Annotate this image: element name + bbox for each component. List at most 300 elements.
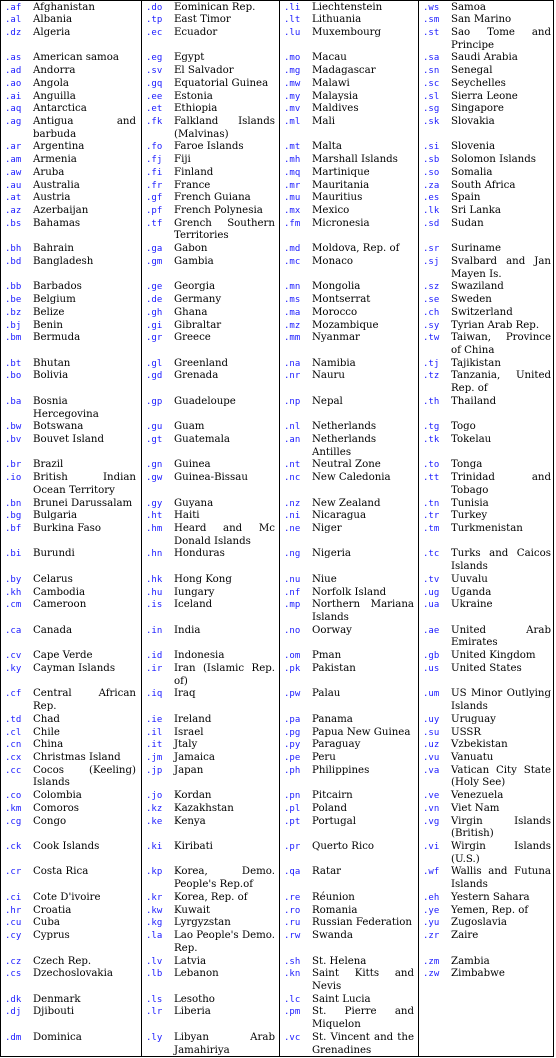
- country-code: .lv: [146, 956, 163, 967]
- country-code: .td: [5, 714, 22, 725]
- country-name: Cyprus: [33, 930, 70, 942]
- country-code: .mu: [284, 193, 301, 204]
- country-code: .ag: [5, 116, 22, 127]
- country-name: Guinea-Bissau: [174, 472, 248, 484]
- country-code: .la: [146, 931, 163, 942]
- country-name: Nigeria: [312, 548, 351, 560]
- country-code: .cl: [5, 727, 22, 738]
- country-name: Nyanmar: [312, 332, 360, 344]
- country-code: .nl: [284, 422, 301, 433]
- country-code: .zm: [423, 956, 440, 967]
- country-name: Equatorial Guinea: [174, 77, 269, 89]
- country-name: Mongolia: [312, 281, 361, 293]
- country-name: Romania: [312, 904, 358, 916]
- country-code: .tp: [146, 15, 163, 26]
- country-code: .nt: [284, 460, 301, 471]
- country-code: .sh: [284, 956, 301, 967]
- country-name: Ethiopia: [174, 103, 218, 115]
- country-code: .tc: [423, 549, 440, 560]
- country-code: .gy: [146, 498, 163, 509]
- country-code: .ne: [284, 524, 301, 535]
- country-name: Ecuador: [174, 26, 218, 38]
- country-name: Burundi: [33, 548, 75, 560]
- country-code: .sz: [423, 282, 440, 293]
- country-name: Iungary: [174, 586, 215, 598]
- country-name: Norfolk Island: [312, 586, 387, 598]
- country-code: .aq: [5, 104, 22, 115]
- country-code: .pk: [284, 663, 301, 674]
- country-name: Moldova, Rep. of: [312, 243, 400, 255]
- country-name: Réunion: [312, 891, 355, 903]
- country-name: Haiti: [174, 510, 200, 522]
- country-code: .pl: [284, 803, 301, 814]
- country-name: Greece: [174, 332, 211, 344]
- country-code: .uy: [423, 714, 440, 725]
- country-code: .tv: [423, 574, 440, 585]
- country-name: Zugoslavia: [451, 917, 507, 929]
- country-name: Antigua and barbuda: [33, 115, 136, 140]
- country-code: .ky: [5, 663, 22, 674]
- country-name: Taiwan, Province of China: [451, 332, 551, 356]
- country-name: East Timor: [174, 14, 231, 26]
- country-name: Bouvet Island: [33, 433, 104, 445]
- country-code: .bv: [5, 434, 22, 445]
- country-code: .to: [423, 460, 440, 471]
- country-name: Kordan: [174, 790, 212, 802]
- country-name: Madagascar: [312, 65, 376, 77]
- country-name: Malta: [312, 141, 342, 153]
- country-name: Cocos (Keeling) Islands: [33, 764, 136, 789]
- country-name: Zambia: [451, 955, 490, 967]
- country-code: .pm: [284, 1007, 301, 1018]
- country-name: Cambodia: [33, 586, 86, 598]
- country-name: Nepal: [312, 395, 343, 407]
- country-code: .pg: [284, 727, 301, 738]
- country-code: .vu: [423, 752, 440, 763]
- country-name: Costa Rica: [33, 866, 89, 878]
- country-code: .lk: [423, 206, 440, 217]
- country-code: .gu: [146, 422, 163, 433]
- country-name: Libyan Arab Jamahiriya: [174, 1031, 275, 1056]
- country-name: Kazakhstan: [174, 802, 234, 814]
- country-code: .fi: [146, 167, 163, 178]
- country-name: Zaire: [451, 930, 479, 942]
- country-code: .bh: [5, 244, 22, 255]
- country-name: Uganda: [451, 586, 492, 598]
- country-code: .bz: [5, 307, 22, 318]
- country-name: Seychelles: [451, 77, 506, 89]
- country-name: Iceland: [174, 599, 213, 611]
- country-name: Sierra Leone: [451, 90, 518, 102]
- country-name: Korea, Rep. of: [174, 891, 248, 903]
- country-code: .tw: [423, 333, 440, 344]
- country-name: Martinique: [312, 166, 370, 178]
- country-code: .br: [5, 460, 22, 471]
- country-code: .st: [423, 27, 440, 38]
- country-code: .io: [5, 473, 22, 484]
- country-name: Cook Islands: [33, 841, 100, 853]
- country-name: Algeria: [33, 26, 71, 38]
- country-code: .cy: [5, 931, 22, 942]
- country-code: .zr: [423, 931, 440, 942]
- country-code: .ye: [423, 905, 440, 916]
- country-code: .hm: [146, 524, 163, 535]
- country-name: Gibraltar: [174, 319, 222, 331]
- country-name: Saint Kitts and Nevis: [312, 968, 414, 992]
- country-code: .sr: [423, 244, 440, 255]
- country-code: .om: [284, 651, 301, 662]
- country-code: .bi: [5, 549, 22, 560]
- country-name: Heard and Mc Donald Islands: [174, 523, 275, 547]
- country-code: .fk: [146, 116, 163, 127]
- country-name: Macau: [312, 52, 347, 64]
- country-name: Israel: [174, 726, 204, 738]
- country-name: Ukraine: [451, 599, 493, 611]
- country-name: Monaco: [312, 255, 354, 267]
- country-code: .ug: [423, 587, 440, 598]
- country-code: .ma: [284, 307, 301, 318]
- country-code: .gf: [146, 193, 163, 204]
- country-name: Armenia: [33, 154, 77, 166]
- country-name: Brunei Darussalam: [33, 497, 133, 509]
- country-name: Dzechoslovakia: [33, 968, 113, 980]
- country-code: .ni: [284, 511, 301, 522]
- country-code: .ls: [146, 994, 163, 1005]
- country-code: .pt: [284, 816, 301, 827]
- country-name: Mexico: [312, 205, 350, 217]
- country-name: Ghana: [174, 306, 208, 318]
- country-code: .ec: [146, 27, 163, 38]
- country-code: .ie: [146, 714, 163, 725]
- country-code: .va: [423, 765, 440, 776]
- country-name: Turkmenistan: [451, 523, 523, 535]
- country-code: .ki: [146, 842, 163, 853]
- country-code: .cz: [5, 956, 22, 967]
- country-name: Bahrain: [33, 243, 74, 255]
- country-code: .mh: [284, 155, 301, 166]
- country-code: .sl: [423, 91, 440, 102]
- country-code: .us: [423, 663, 440, 674]
- country-code: .bd: [5, 256, 22, 267]
- country-name: Austria: [33, 192, 71, 204]
- country-name: Zimbabwe: [451, 968, 505, 980]
- country-code: .ae: [423, 625, 440, 636]
- country-name: Peru: [312, 751, 336, 763]
- country-code: .kp: [146, 867, 163, 878]
- country-code: .et: [146, 104, 163, 115]
- table-column: [1, 1, 141, 1057]
- country-code: .su: [423, 727, 440, 738]
- country-code: .fo: [146, 142, 163, 153]
- country-code: .gh: [146, 307, 163, 318]
- country-code: .se: [423, 295, 440, 306]
- country-name: Afghanistan: [33, 1, 95, 13]
- country-name: Switzerland: [451, 306, 513, 318]
- country-code: .gn: [146, 460, 163, 471]
- country-code: .bm: [5, 333, 22, 344]
- country-name: Mauritius: [312, 192, 363, 204]
- country-code: .mr: [284, 180, 301, 191]
- country-code: .gw: [146, 473, 163, 484]
- country-name: Swanda: [312, 930, 353, 942]
- country-name: Senegal: [451, 65, 493, 77]
- country-code: .ru: [284, 918, 301, 929]
- country-code: .vi: [423, 842, 440, 853]
- country-name: Morocco: [312, 306, 358, 318]
- country-name: Mali: [312, 115, 336, 127]
- country-name: France: [174, 179, 211, 191]
- country-name: Christmas Island: [33, 751, 121, 763]
- country-code: .tn: [423, 498, 440, 509]
- country-code: .no: [284, 625, 301, 636]
- country-code: .ga: [146, 244, 163, 255]
- country-name: Andorra: [33, 65, 76, 77]
- country-name: United Kingdom: [451, 650, 536, 662]
- country-code: .ht: [146, 511, 163, 522]
- country-code: .kw: [146, 905, 163, 916]
- country-name: New Caledonia: [312, 472, 391, 484]
- country-code: .ml: [284, 116, 301, 127]
- country-name: Falkland Islands (Malvinas): [174, 115, 275, 140]
- country-code: .sa: [423, 53, 440, 64]
- country-name: Fiji: [174, 154, 191, 166]
- country-code: .hn: [146, 549, 163, 560]
- country-code: .dk: [5, 994, 22, 1005]
- country-name: Poland: [312, 802, 347, 814]
- country-code: .bo: [5, 371, 22, 382]
- country-code: .ng: [284, 549, 301, 560]
- country-code: .my: [284, 91, 301, 102]
- country-code: .am: [5, 155, 22, 166]
- country-name: Tokelau: [451, 433, 492, 445]
- country-name: Bosnia Hercegovina: [33, 395, 99, 420]
- country-code: .gb: [423, 651, 440, 662]
- country-code: .tj: [423, 358, 440, 369]
- country-code: .pr: [284, 842, 301, 853]
- country-name: Pakistan: [312, 662, 356, 674]
- country-code: .dj: [5, 1007, 22, 1018]
- country-name: Indonesia: [174, 650, 225, 662]
- country-name: Australia: [33, 179, 80, 191]
- country-name: Guinea: [174, 459, 211, 471]
- country-name: Finland: [174, 166, 214, 178]
- country-code: .tr: [423, 511, 440, 522]
- country-code: .mt: [284, 142, 301, 153]
- country-name: Barbados: [33, 281, 82, 293]
- country-name: Tunisia: [451, 497, 489, 509]
- country-name: Benin: [33, 319, 63, 331]
- country-code: .re: [284, 892, 301, 903]
- country-name: Namibia: [312, 357, 356, 369]
- country-name: Bangladesh: [33, 255, 94, 267]
- country-name: Portugal: [312, 815, 356, 827]
- country-code: .gp: [146, 396, 163, 407]
- country-name: Grench Southern Territories: [174, 217, 275, 242]
- country-code: .do: [146, 2, 163, 13]
- country-code: .fr: [146, 180, 163, 191]
- country-name: Liberia: [174, 1006, 211, 1018]
- country-name: Tonga: [451, 459, 483, 471]
- country-code: .it: [146, 740, 163, 751]
- country-name: Netherlands: [312, 421, 377, 433]
- country-name: Guyana: [174, 497, 214, 509]
- country-name: Slovakia: [451, 115, 495, 127]
- country-code: .gm: [146, 256, 163, 267]
- country-name: United Arab Emirates: [451, 624, 551, 649]
- country-code: .km: [5, 803, 22, 814]
- country-name: Northern Mariana Islands: [312, 599, 414, 624]
- country-code: .jo: [146, 791, 163, 802]
- country-name: Oorway: [312, 624, 352, 636]
- country-code: .bs: [5, 218, 22, 229]
- country-name: Wirgin Islands (U.S.): [451, 841, 551, 865]
- country-code: .tm: [423, 524, 440, 535]
- country-code: .tk: [423, 434, 440, 445]
- country-name: Muxembourg: [312, 26, 382, 38]
- country-code: .ua: [423, 600, 440, 611]
- country-code: .eh: [423, 892, 440, 903]
- country-code: .pe: [284, 752, 301, 763]
- country-name: Georgia: [174, 281, 216, 293]
- country-code: .li: [284, 2, 301, 13]
- country-name: Russian Federation: [312, 917, 412, 929]
- country-name: India: [174, 624, 201, 636]
- country-code: .hr: [5, 905, 22, 916]
- country-name: St. Pierre and Miquelon: [312, 1006, 414, 1031]
- country-code: .kr: [146, 892, 163, 903]
- country-name: Guatemala: [174, 433, 230, 445]
- country-name: Central African Rep.: [33, 688, 136, 713]
- country-name: Vzbekistan: [451, 739, 508, 751]
- country-name: St. Helena: [312, 955, 367, 967]
- country-code: .ca: [5, 625, 22, 636]
- country-name: Celarus: [33, 573, 73, 585]
- country-name: Swaziland: [451, 281, 504, 293]
- country-code: .sy: [423, 320, 440, 331]
- country-name: Suriname: [451, 243, 501, 255]
- country-name: Uruguay: [451, 713, 496, 725]
- country-code: .lc: [284, 994, 301, 1005]
- table-column: [141, 1, 280, 1057]
- country-code: .sb: [423, 155, 440, 166]
- country-name: Belize: [33, 306, 65, 318]
- country-name: Viet Nam: [451, 802, 500, 814]
- country-name: Nauru: [312, 370, 345, 382]
- table-column: [279, 1, 419, 1057]
- country-code: .at: [5, 193, 22, 204]
- country-code: .vg: [423, 816, 440, 827]
- country-code: .al: [5, 15, 22, 26]
- country-code: .nu: [284, 574, 301, 585]
- country-code: .gd: [146, 371, 163, 382]
- country-name: Azerbaijan: [33, 205, 89, 217]
- country-name: Albania: [33, 14, 73, 26]
- country-code: .cv: [5, 651, 22, 662]
- country-name: El Salvador: [174, 65, 234, 77]
- country-code: .rw: [284, 931, 301, 942]
- country-code: .mm: [284, 333, 301, 344]
- country-code: .ms: [284, 295, 301, 306]
- country-code: .cs: [5, 969, 22, 980]
- country-name: Singapore: [451, 103, 504, 115]
- country-code: .sk: [423, 116, 440, 127]
- country-name: Yemen, Rep. of: [451, 904, 529, 916]
- country-code: .kn: [284, 969, 301, 980]
- country-name: Tanzania, United Rep. of: [451, 370, 551, 395]
- country-name: Cape Verde: [33, 650, 93, 662]
- country-name: Japan: [174, 764, 204, 776]
- country-name: Vatican City State (Holy See): [451, 764, 551, 789]
- country-code: .ao: [5, 78, 22, 89]
- country-code: .ee: [146, 91, 163, 102]
- country-code: .py: [284, 740, 301, 751]
- country-code: .nc: [284, 473, 301, 484]
- country-name: Turks and Caicos Islands: [451, 548, 551, 573]
- country-name: Botswana: [33, 421, 84, 433]
- country-code: .sc: [423, 78, 440, 89]
- country-code: .si: [423, 142, 440, 153]
- country-name: Colombia: [33, 790, 82, 802]
- country-name: Anguilla: [33, 90, 76, 102]
- country-code: .na: [284, 358, 301, 369]
- country-code: .vn: [423, 803, 440, 814]
- country-name: Lebanon: [174, 968, 219, 980]
- country-name: Panama: [312, 713, 353, 725]
- country-code: .th: [423, 396, 440, 407]
- country-code: .by: [5, 574, 22, 585]
- country-name: Wallis and Futuna Islands: [451, 866, 551, 891]
- country-code: .ck: [5, 842, 22, 853]
- country-code: .mp: [284, 600, 301, 611]
- country-name: Grenada: [174, 370, 219, 382]
- country-name: Bulgaria: [33, 510, 78, 522]
- country-code: .az: [5, 206, 22, 217]
- country-code: .gt: [146, 434, 163, 445]
- country-code: .bw: [5, 422, 22, 433]
- country-code: .md: [284, 244, 301, 255]
- country-name: Chile: [33, 726, 60, 738]
- country-name: Djibouti: [33, 1006, 75, 1018]
- country-code: .cx: [5, 752, 22, 763]
- country-name: Querto Rico: [312, 841, 375, 853]
- country-name: Philippines: [312, 764, 370, 776]
- country-code: .bj: [5, 320, 22, 331]
- country-name: Niger: [312, 523, 342, 535]
- country-name: French Guiana: [174, 192, 251, 204]
- country-name: Egypt: [174, 52, 205, 64]
- country-code: .jp: [146, 765, 163, 776]
- country-name: Antarctica: [33, 103, 87, 115]
- country-code: .np: [284, 396, 301, 407]
- table-column: [418, 1, 556, 1057]
- country-code: .sn: [423, 66, 440, 77]
- country-name: Pman: [312, 650, 342, 662]
- country-name: Bahamas: [33, 217, 81, 229]
- country-code: .yu: [423, 918, 440, 929]
- country-code: .nz: [284, 498, 301, 509]
- country-name: Yestern Sahara: [451, 891, 530, 903]
- country-code: .pa: [284, 714, 301, 725]
- country-code: .pn: [284, 791, 301, 802]
- country-name: Somalia: [451, 166, 493, 178]
- country-code: .ai: [5, 91, 22, 102]
- country-name: Bhutan: [33, 357, 71, 369]
- country-name: Ireland: [174, 713, 212, 725]
- country-name: Korea, Demo. People's Rep.of: [174, 866, 275, 891]
- country-code: .tf: [146, 218, 163, 229]
- country-name: Niue: [312, 573, 337, 585]
- country-code: .fj: [146, 155, 163, 166]
